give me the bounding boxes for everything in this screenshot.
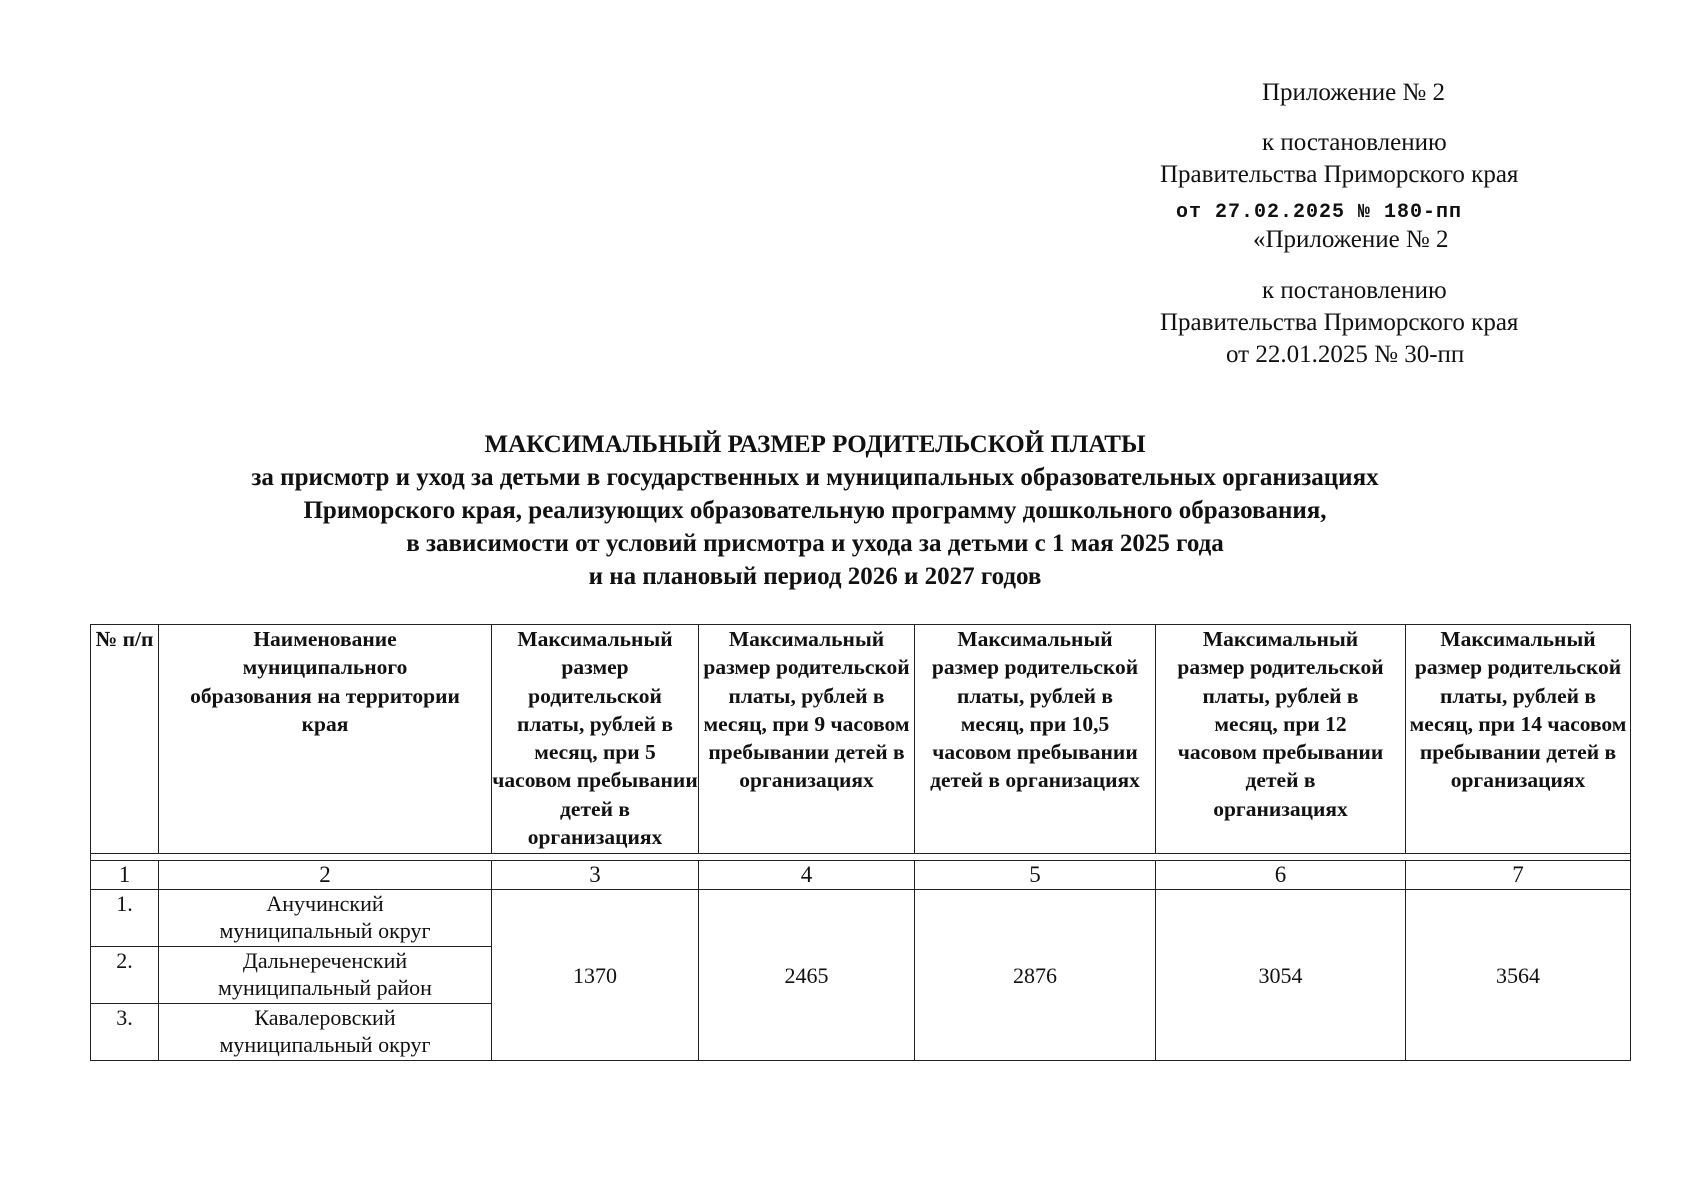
column-number-row bbox=[91, 861, 1631, 890]
government-label-2: Правительства Приморского края bbox=[1160, 309, 1519, 336]
to-resolution-label: к постановлению bbox=[1262, 129, 1447, 156]
header-12-hours: Максимальный размер родительской платы, рублей в месяц, при 12 часовом пребывании детей в организациях bbox=[1156, 625, 1406, 854]
appendix-number-quoted: «Приложение № 2 bbox=[1253, 226, 1449, 253]
fee-9-hours: 2465 bbox=[699, 890, 915, 1061]
document-title bbox=[90, 428, 1540, 593]
header-10-5-hours: Максимальный размер родительской платы, рублей в месяц, при 10,5 часовом пребывании детей в организациях bbox=[915, 625, 1156, 854]
resolution-stamp: от 27.02.2025 № 180-пп bbox=[1176, 201, 1463, 224]
resolution-date: от 22.01.2025 № 30-пп bbox=[1226, 341, 1465, 368]
row-index: 2. bbox=[91, 947, 159, 1004]
table-row bbox=[91, 890, 1631, 947]
government-label: Правительства Приморского края bbox=[1160, 161, 1519, 188]
fee-14-hours: 3564 bbox=[1406, 890, 1631, 1061]
to-resolution-label-2: к постановлению bbox=[1262, 277, 1447, 304]
municipality-name: Анучинский муниципальный округ bbox=[159, 890, 492, 947]
parental-fee-table bbox=[90, 624, 1631, 1061]
appendix-number: Приложение № 2 bbox=[1262, 79, 1446, 106]
header-index: № п/п bbox=[91, 625, 159, 854]
column-number: 5 bbox=[915, 861, 1156, 890]
header-municipality: Наименование муниципального образования на территории края bbox=[159, 625, 492, 854]
column-number: 6 bbox=[1156, 861, 1406, 890]
municipality-name: Кавалеровский муниципальный округ bbox=[159, 1004, 492, 1061]
header-14-hours: Максимальный размер родительской платы, рублей в месяц, при 14 часовом пребывании детей в организациях bbox=[1406, 625, 1631, 854]
title-line-5: и на плановый период 2026 и 2027 годов bbox=[588, 563, 1042, 590]
column-number: 4 bbox=[699, 861, 915, 890]
table-header-row bbox=[91, 625, 1631, 854]
fee-10-5-hours: 2876 bbox=[915, 890, 1156, 1061]
column-number: 3 bbox=[492, 861, 699, 890]
column-number: 7 bbox=[1406, 861, 1631, 890]
municipality-name: Дальнереченский муниципальный район bbox=[159, 947, 492, 1004]
column-number: 2 bbox=[159, 861, 492, 890]
fee-5-hours: 1370 bbox=[492, 890, 699, 1061]
column-number: 1 bbox=[91, 861, 159, 890]
fee-12-hours: 3054 bbox=[1156, 890, 1406, 1061]
title-line-3: Приморского края, реализующих образовательную программу дошкольного образования, bbox=[303, 497, 1327, 524]
spacer-cell bbox=[91, 854, 1631, 861]
title-line-1: МАКСИМАЛЬНЫЙ РАЗМЕР РОДИТЕЛЬСКОЙ ПЛАТЫ bbox=[484, 431, 1146, 458]
header-5-hours: Максимальный размер родительской платы, рублей в месяц, при 5 часовом пребывании детей в организациях bbox=[492, 625, 699, 854]
title-line-4: в зависимости от условий присмотра и ухода за детьми с 1 мая 2025 года bbox=[406, 530, 1224, 557]
title-line-2: за присмотр и уход за детьми в государственных и муниципальных образовательных организациях bbox=[251, 464, 1379, 491]
row-index: 3. bbox=[91, 1004, 159, 1061]
header-9-hours: Максимальный размер родительской платы, рублей в месяц, при 9 часовом пребывании детей в организациях bbox=[699, 625, 915, 854]
header-spacer bbox=[91, 854, 1631, 861]
row-index: 1. bbox=[91, 890, 159, 947]
